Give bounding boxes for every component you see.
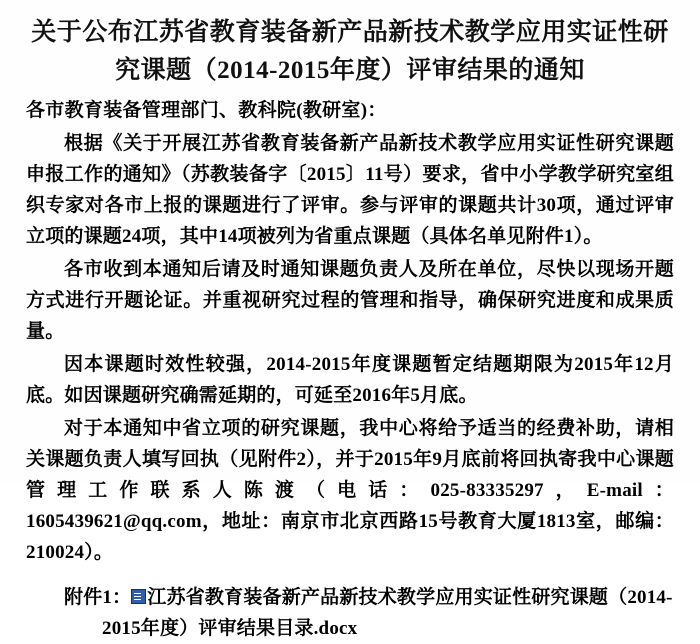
paragraph-1: 根据《关于开展江苏省教育装备新产品新技术教学应用实证性研究课题申报工作的通知》（苏教装备字〔2015〕11号）要求，省中小学教学研究室组织专家对各市上报的课题进行了评审。参与评审的课题共计30项，通过评审立项的课题24项，其中14项被列为省重点课题（具体名单见附件1）。 bbox=[26, 133, 674, 247]
attachment-label: 附件1： bbox=[64, 587, 132, 608]
attachment-icon bbox=[131, 589, 146, 604]
attachment-filename-line1[interactable]: 江苏省教育装备新产品新技术教学应用实证性研究课题（2014- bbox=[147, 587, 673, 608]
attachment-filename-line2[interactable]: 2015年度）评审结果目录.docx bbox=[102, 618, 358, 639]
paragraph-2: 各市收到本通知后请及时通知课题负责人及所在单位，尽快以现场开题方式进行开题论证。并重视研究过程的管理和指导，确保研究进度和成果质量。 bbox=[26, 259, 674, 342]
page-title: 关于公布江苏省教育装备新产品新技术教学应用实证性研究课题（2014-2015年度）评审结果的通知 bbox=[31, 19, 669, 84]
salutation-line: 各市教育装备管理部门、教科院(教研室)： bbox=[26, 100, 387, 121]
paragraph-3: 因本课题时效性较强，2014-2015年度课题暂定结题期限为2015年12月底。如因课题研究确需延期的，可延至2016年5月底。 bbox=[26, 354, 674, 406]
paragraph-4: 对于本通知中省立项的研究课题，我中心将给予适当的经费补助，请相关课题负责人填写回执（见附件2），并于2015年9月底前将回执寄我中心课题管理工作联系人陈渡（电话：025-83335297，E-mail：1605439621@qq.com，地址：南京市北京西路15号教育大厦1813室，邮编：210024）。 bbox=[26, 418, 674, 563]
attachment-block bbox=[26, 582, 674, 644]
